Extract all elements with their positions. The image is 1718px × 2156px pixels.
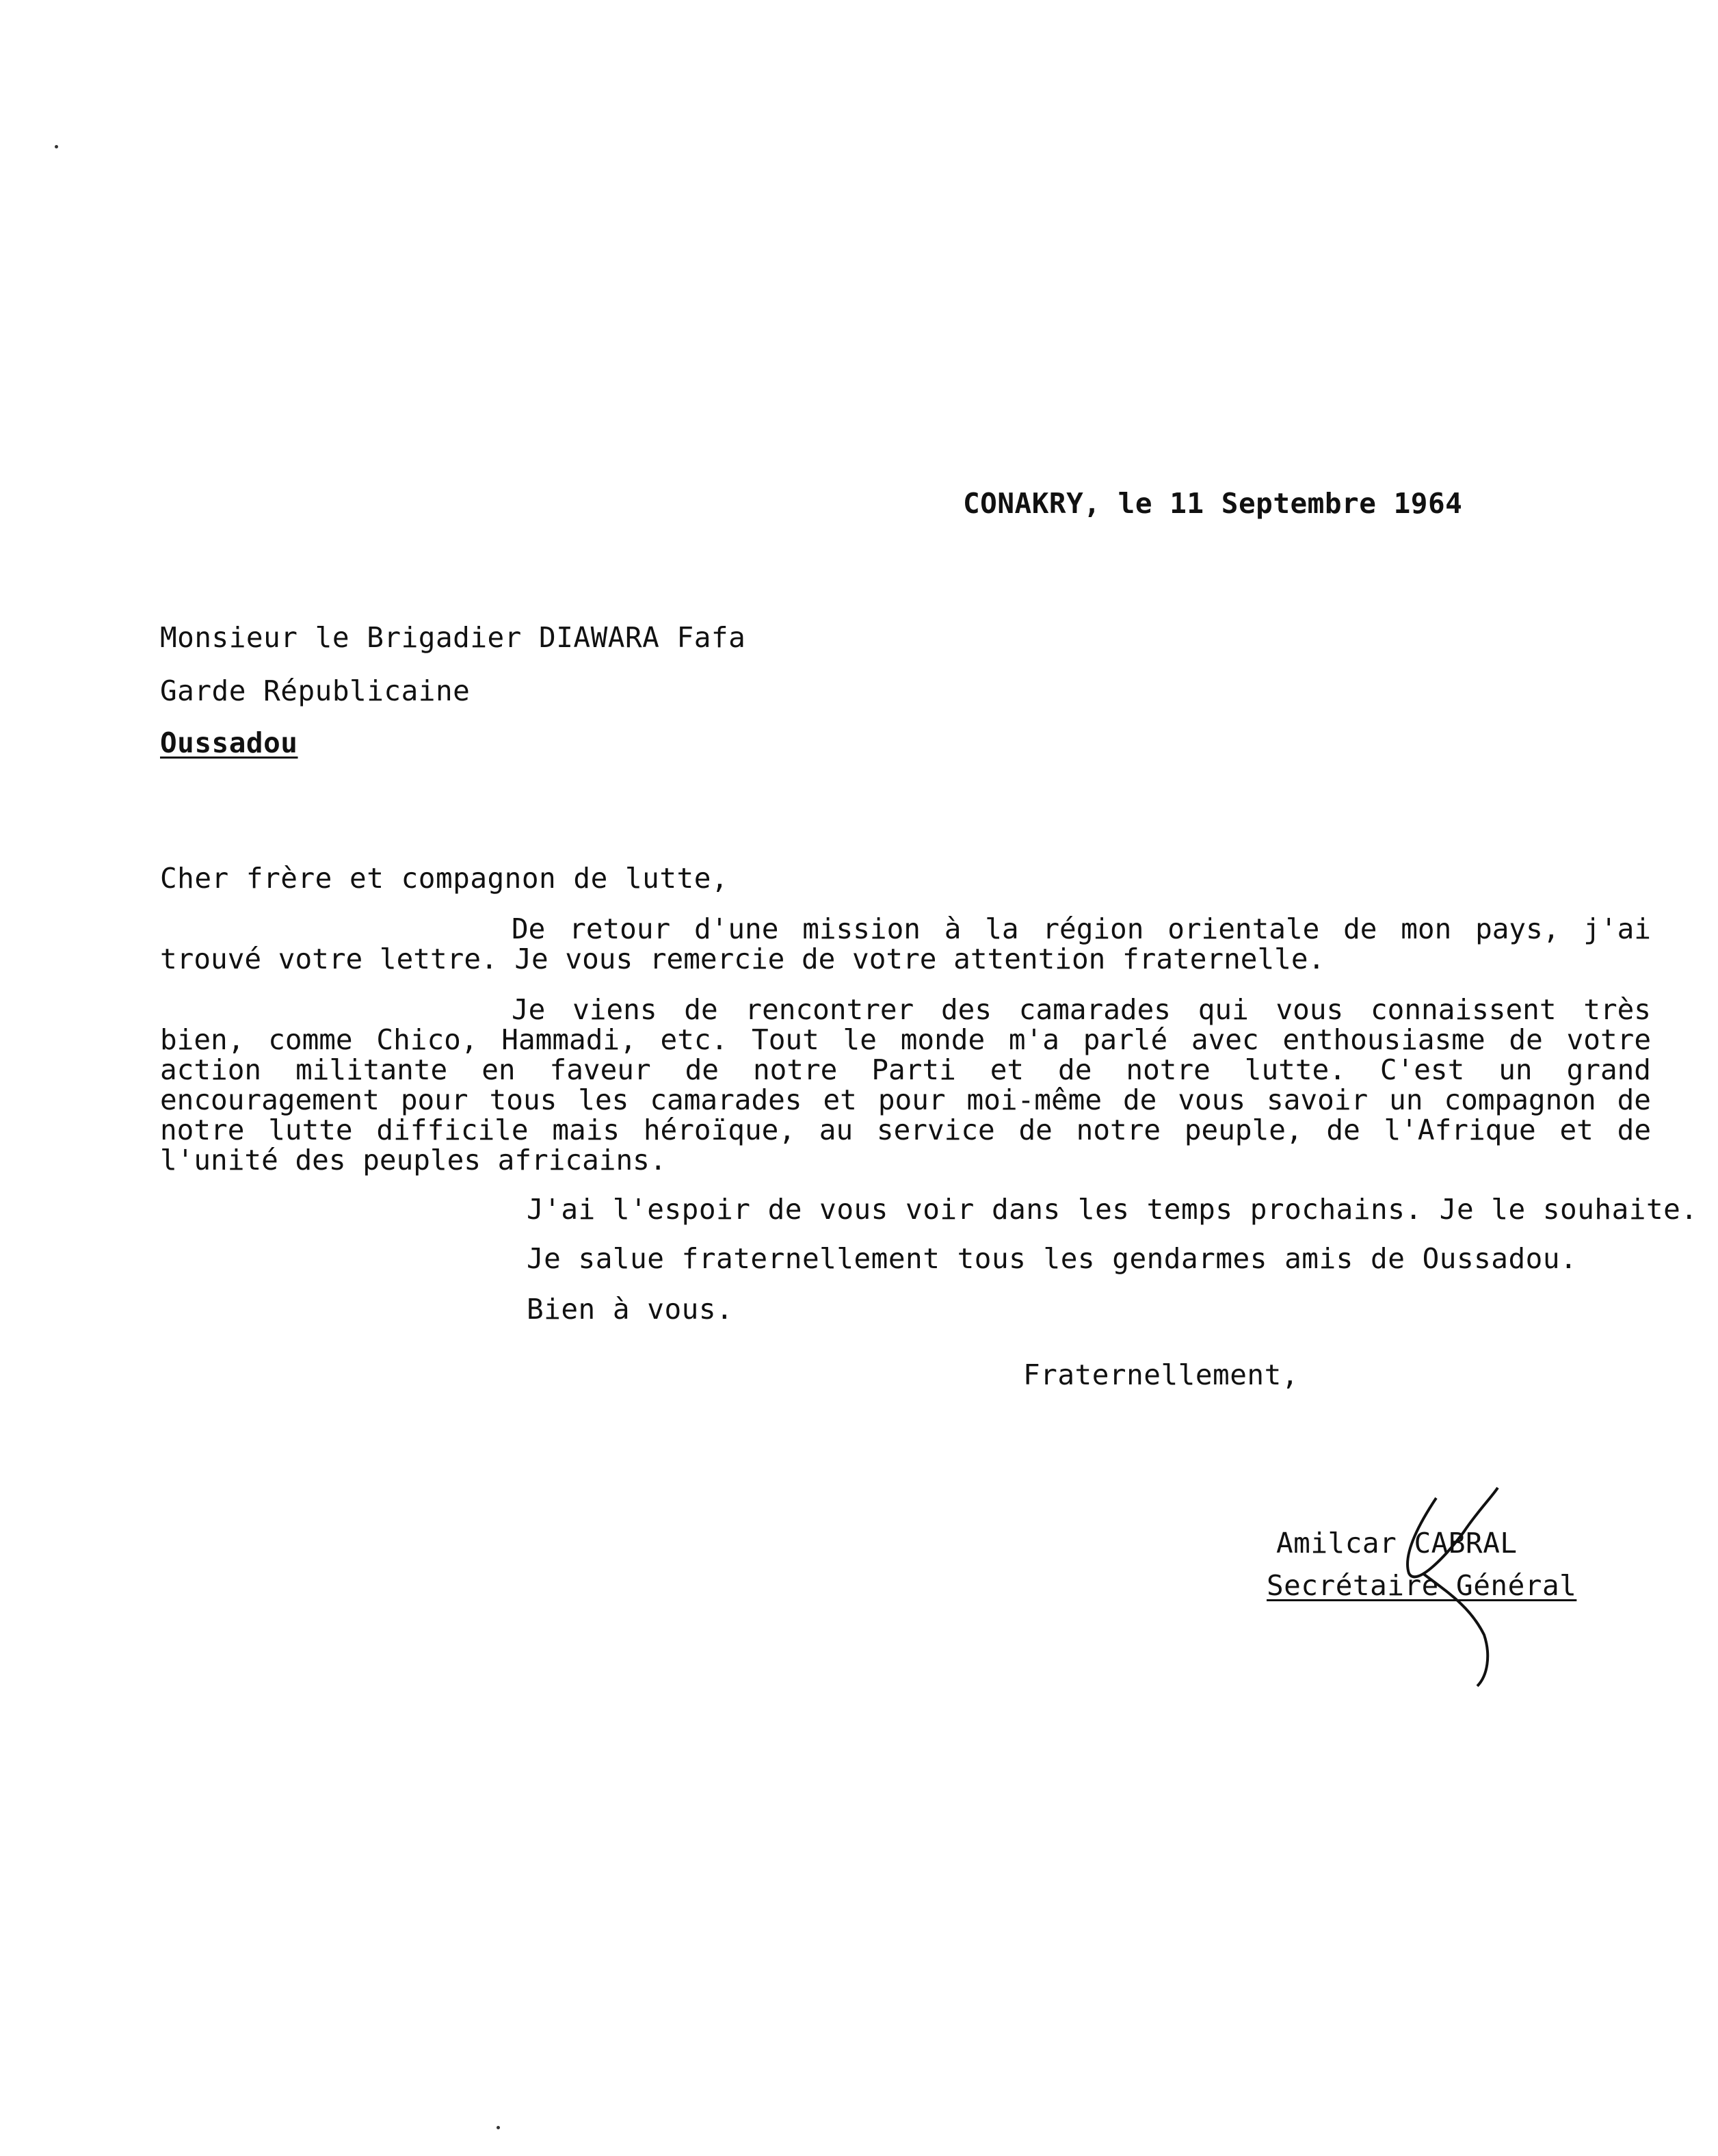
signer-title: Secrétaire Général — [1267, 1569, 1577, 1602]
salutation: Cher frère et compagnon de lutte, — [160, 862, 729, 895]
recipient-location: Oussadou — [160, 726, 298, 759]
date-line: CONAKRY, le 11 Septembre 1964 — [963, 487, 1463, 520]
scan-speck — [55, 145, 58, 148]
scan-speck — [497, 2126, 500, 2129]
hope-line: J'ai l'espoir de vous voir dans les temps prochains. Je le souhaite. — [527, 1193, 1698, 1226]
letter-body — [160, 914, 1651, 1196]
signer-name: Amilcar CABRAL — [1276, 1527, 1518, 1560]
closing: Fraternellement, — [1023, 1358, 1299, 1391]
body-paragraph-2: Je viens de rencontrer des camarades qui vous connaissent très bien, comme Chico, Hammadi, etc. Tout le monde m'a parlé avec enthousiasme de votre action militante en faveur de notre Parti et de notre lutte. C'est un grand encouragement pour tous les camarades et pour moi-même de vous savoir un compagnon de notre lutte difficile mais héroïque, au service de notre peuple, de l'Afrique et de l'unité des peuples africains. — [160, 993, 1651, 1176]
recipient-name: Monsieur le Brigadier DIAWARA Fafa — [160, 621, 746, 654]
recipient-unit: Garde Républicaine — [160, 674, 471, 707]
bien-a-vous: Bien à vous. — [527, 1293, 734, 1326]
greeting-line: Je salue fraternellement tous les gendarmes amis de Oussadou. — [527, 1242, 1578, 1275]
body-paragraph-1: De retour d'une mission à la région orientale de mon pays, j'ai trouvé votre lettre. Je vous remercie de votre attention fraternelle. — [160, 912, 1651, 975]
